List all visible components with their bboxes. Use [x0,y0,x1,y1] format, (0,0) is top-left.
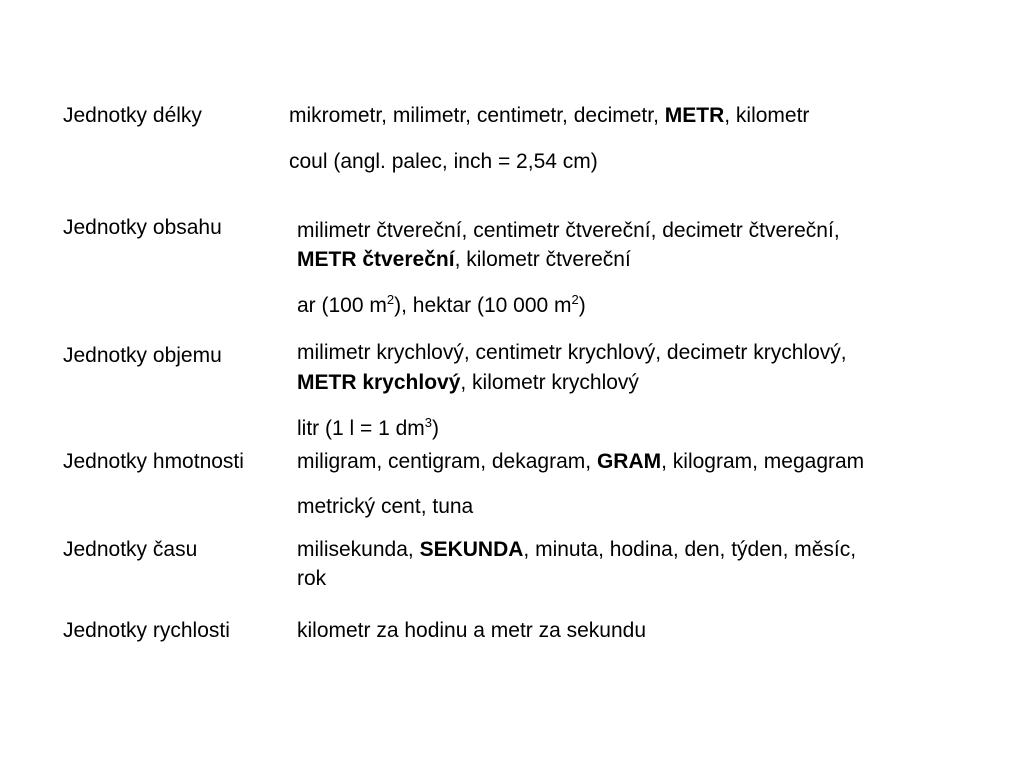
delka-line-1-post: , kilometr [724,104,810,127]
objem-line-2-post: , kilometr krychlový [460,371,639,394]
cas-line-1-pre: milisekunda, [297,538,420,561]
hmotnost-line-1-bold: GRAM [596,450,662,473]
objem-line-1: milimetr krychlový, centimetr krychlový, decimetr krychlový, [297,341,847,364]
label-hmotnost: Jednotky hmotnosti [63,450,244,473]
objem-line-2 [297,368,639,398]
rychlost-line-1: kilometr za hodinu a metr za sekundu [297,619,647,642]
delka-line-1-bold: METR [664,104,725,127]
objem-line-3 [297,414,439,444]
cas-line-1-post: , minuta, hodina, den, týden, měsíc, [523,538,857,561]
cas-line-1-bold: SEKUNDA [419,538,524,561]
objem-line-2-bold: METR krychlový [297,371,461,394]
obsah-line-3-b: ), hektar (10 000 m [394,294,572,317]
obsah-line-3 [297,291,586,321]
label-delka: Jednotky délky [63,104,202,127]
cas-line-2: rok [297,567,327,590]
obsah-line-2 [297,245,631,275]
delka-line-1 [289,101,809,131]
objem-line-3-b: ) [432,417,440,440]
delka-line-1-pre: mikrometr, milimetr, centimetr, decimetr, [289,104,665,127]
obsah-line-3-sup1: 2 [386,292,395,307]
hmotnost-line-2: metrický cent, tuna [297,495,474,518]
obsah-line-3-c: ) [578,294,586,317]
label-rychlost: Jednotky rychlosti [63,619,230,642]
obsah-line-3-a: ar (100 m [297,294,387,317]
hmotnost-line-1-pre: miligram, centigram, dekagram, [297,450,597,473]
obsah-line-2-bold: METR čtvereční [297,248,455,271]
hmotnost-line-1-post: , kilogram, megagram [661,450,865,473]
label-objem: Jednotky objemu [63,344,222,367]
label-obsah: Jednotky obsahu [63,216,222,239]
objem-line-3-sup: 3 [424,415,433,430]
delka-line-2: coul (angl. palec, inch = 2,54 cm) [289,150,598,173]
objem-line-3-a: litr (1 l = 1 dm [297,417,425,440]
obsah-line-2-post: , kilometr čtvereční [454,248,631,271]
label-cas: Jednotky času [63,538,198,561]
hmotnost-line-1 [297,447,864,477]
obsah-line-3-sup2: 2 [571,292,579,307]
obsah-line-1: milimetr čtvereční, centimetr čtvereční, decimetr čtvereční, [297,219,840,242]
cas-line-1 [297,535,856,565]
